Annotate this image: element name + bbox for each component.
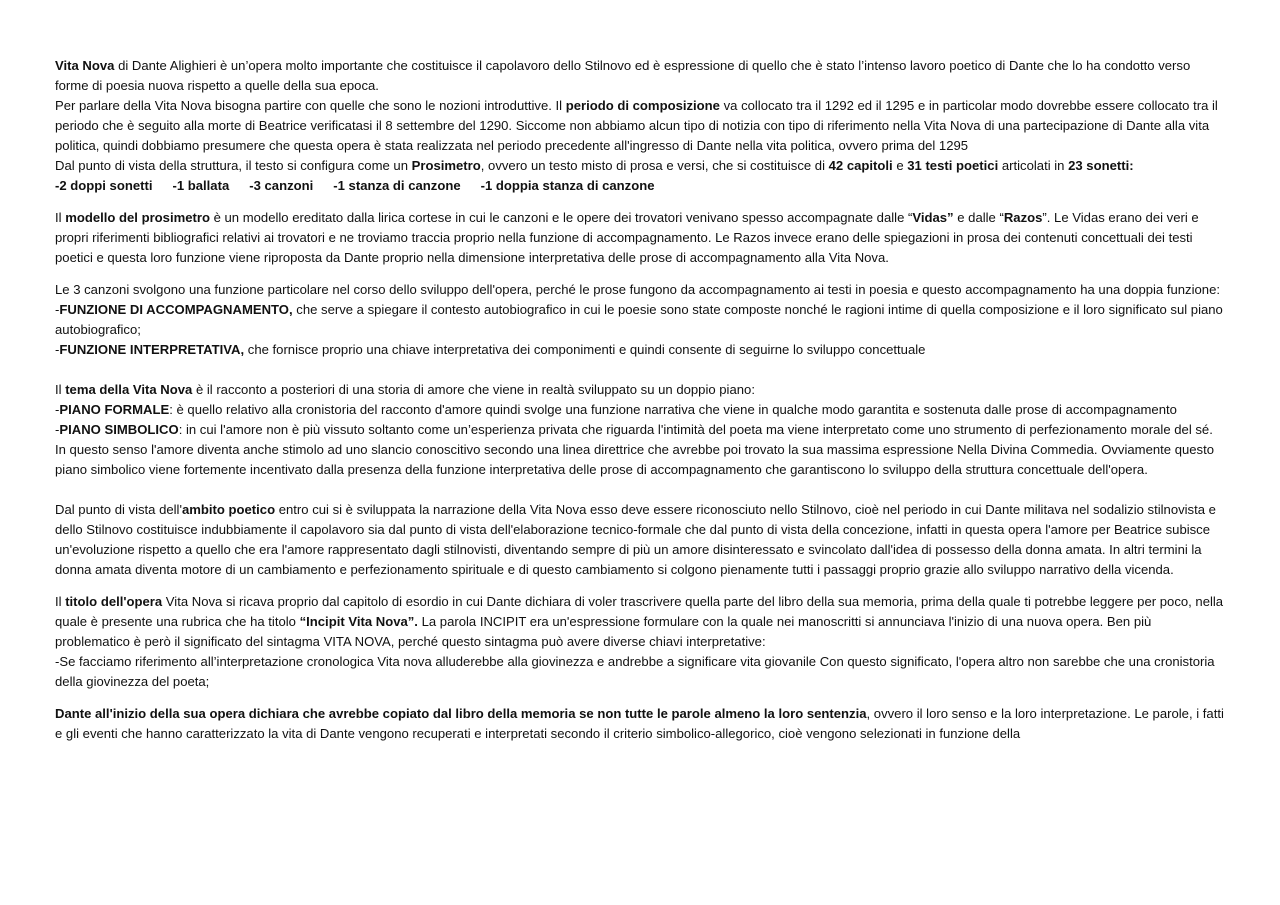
tema-block — [55, 380, 1227, 480]
list-item-accompagnamento — [55, 300, 1227, 340]
bold-term: 23 sonetti: — [1068, 158, 1134, 173]
paragraph-canzoni — [55, 280, 1227, 300]
text-run: Il — [55, 382, 66, 397]
bold-term: titolo dell'opera — [65, 594, 163, 609]
text-run: è il racconto a posteriori di una storia di amore che viene in realtà sviluppato su un doppio piano: — [192, 382, 755, 397]
spacer — [55, 360, 1227, 380]
sonnet-item: -1 ballata — [172, 178, 230, 193]
list-dash: - — [55, 302, 60, 317]
sonnet-item: -1 stanza di canzone — [333, 178, 461, 193]
canzoni-block — [55, 280, 1227, 360]
text-run: Vita Nova si ricava proprio dal capitolo di esordio in cui Dante dichiara di voler trascrivere quella parte del libro della sua memoria, prima della quale ti potrebbe leggere per poco, nella quale è presente una rubrica che ha titolo — [55, 594, 1224, 629]
bold-term: periodo di composizione — [565, 98, 720, 113]
memoria-block — [55, 704, 1227, 744]
bold-term: 31 testi poetici — [907, 158, 999, 173]
prosimetro-block — [55, 208, 1227, 268]
document-page — [55, 56, 1227, 744]
text-run: e dalle “ — [953, 210, 1004, 225]
text-run: Le 3 canzoni svolgono una funzione particolare nel corso dello sviluppo dell'opera, perché le prose fungono da accompagnamento ai testi in poesia e questo accompagnamento ha una doppia funzione: — [55, 282, 1220, 297]
ambito-block — [55, 500, 1227, 580]
bold-term: Vita Nova — [55, 58, 115, 73]
list-dash: - — [55, 402, 60, 417]
bold-term: Dante all'inizio della sua opera dichiara che avrebbe copiato dal libro della memoria se non tutte le parole almeno la loro sentenzia — [55, 706, 867, 721]
text-run: : è quello relativo alla cronistoria del racconto d'amore quindi svolge una funzione narrativa che viene in qualche modo garantita e sostenuta dalle prose di accompagnamento — [169, 402, 1177, 417]
text-run: che serve a spiegare il contesto autobiografico in cui le poesie sono state composte nonché le ragioni intime di quella composizione e il loro significato sul piano autobiografico; — [55, 302, 1223, 337]
text-run: Dal punto di vista della struttura, il testo si configura come un — [55, 158, 412, 173]
list-dash: - — [55, 342, 60, 357]
bold-term: tema della Vita Nova — [65, 382, 193, 397]
text-run: di Dante Alighieri è un’opera molto importante che costituisce il capolavoro dello Stilnovo ed è espressione di quello che è stato l’intenso lavoro poetico di Dante che lo ha condotto verso forme di poesia nuova rispetto a quelle della sua epoca. — [55, 58, 1191, 93]
paragraph-ambito-poetico — [55, 500, 1227, 580]
sonnet-item: -2 doppi sonetti — [55, 178, 153, 193]
paragraph-tema — [55, 380, 1227, 400]
paragraph-composition-period — [55, 96, 1227, 156]
list-dash: - — [55, 422, 60, 437]
text-run: Dal punto di vista dell' — [55, 502, 182, 517]
bold-term: Prosimetro — [411, 158, 481, 173]
text-run: -Se facciamo riferimento all’interpretazione cronologica Vita nova alluderebbe alla giovinezza e andrebbe a significare vita giovanile Con questo significato, l'opera altro non sarebbe che una cronistoria della giovinezza del poeta; — [55, 654, 1215, 689]
bold-term: modello del prosimetro — [65, 210, 210, 225]
text-run: è un modello ereditato dalla lirica cortese in cui le canzoni e le opere dei trovatori venivano spesso accompagnate dalle “ — [209, 210, 913, 225]
bold-term: PIANO FORMALE — [59, 402, 170, 417]
text-run: che fornisce proprio una chiave interpretativa dei componimenti e quindi consente di seguirne lo sviluppo concettuale — [244, 342, 926, 357]
bold-term: FUNZIONE DI ACCOMPAGNAMENTO, — [59, 302, 293, 317]
list-item-cronologica — [55, 652, 1227, 692]
text-run: articolati in — [998, 158, 1069, 173]
bold-term: Vidas” — [912, 210, 954, 225]
list-item-piano-formale — [55, 400, 1227, 420]
text-run: , ovvero il loro senso e la loro interpretazione. Le parole, i fatti e gli eventi che hanno caratterizzato la vita di Dante vengono recuperati e interpretati secondo il criterio simbolico-allegorico, cioè vengono selezionati in funzione della — [55, 706, 1224, 741]
text-run: Il — [55, 594, 66, 609]
list-item-piano-simbolico — [55, 420, 1227, 480]
intro-block — [55, 56, 1227, 196]
paragraph-memoria — [55, 704, 1227, 744]
bold-term: FUNZIONE INTERPRETATIVA, — [59, 342, 245, 357]
spacer — [55, 480, 1227, 500]
bold-term: “Incipit Vita Nova”. — [299, 614, 418, 629]
bold-term: PIANO SIMBOLICO — [59, 422, 179, 437]
text-run: ”. Le Vidas erano dei veri e propri riferimenti bibliografici relativi ai trovatori e ne troviamo traccia proprio nella funzione di accompagnamento. Le Razos invece erano delle spiegazioni in prosa dei contenuti concettuali dei testi poetici e questa loro funzione viene riproposta da Dante proprio nella dimensione interpretativa delle prose di accompagnamento alla Vita Nova. — [55, 210, 1199, 265]
text-run: e — [892, 158, 908, 173]
paragraph-prosimetro-model — [55, 208, 1227, 268]
list-item-interpretativa — [55, 340, 1227, 360]
text-run: Il — [55, 210, 66, 225]
bold-term: ambito poetico — [181, 502, 276, 517]
text-run: va collocato tra il 1292 ed il 1295 e in particolar modo dovrebbe essere collocato tra il periodo che è seguito alla morte di Beatrice verificatasi il 8 settembre del 1290. Siccome non abbiamo alcun tipo di notizia con tipo di riferimento nella Vita Nova di una partecipazione di Dante alla vita politica, quindi dobbiamo presumere che questa opera è stata realizzata nel periodo precedente all'ingresso di Dante nella vita politica, ovvero prima del 1295 — [55, 98, 1218, 153]
paragraph-titolo — [55, 592, 1227, 652]
text-run: : in cui l'amore non è più vissuto soltanto come un’esperienza privata che riguarda l'intimità del poeta ma viene interpretato come uno strumento di perfezionamento morale del sé. In questo senso l'amore diventa anche stimolo ad uno slancio conoscitivo secondo una linea direttrice che avrebbe poi trovato la sua massima espressione Nella Divina Commedia. Ovviamente questo piano simbolico viene fortemente incentivato dalla presenza della funzione interpretativa delle prose di accompagnamento che garantiscono lo sviluppo della struttura concettuale dell'opera. — [55, 422, 1215, 477]
sonnet-list — [55, 176, 1227, 196]
text-run: Per parlare della Vita Nova bisogna partire con quelle che sono le nozioni introduttive. Il — [55, 98, 566, 113]
bold-term: 42 capitoli — [828, 158, 893, 173]
sonnet-item: -1 doppia stanza di canzone — [480, 178, 655, 193]
text-run: , ovvero un testo misto di prosa e versi, che si costituisce di — [480, 158, 829, 173]
paragraph-intro — [55, 56, 1227, 96]
sonnet-item: -3 canzoni — [249, 178, 314, 193]
bold-term: Razos — [1003, 210, 1043, 225]
text-run: La parola INCIPIT era un'espressione formulare con la quale nei manoscritti si annunciava l'inizio di una nuova opera. Ben più problematico è però il significato del sintagma VITA NOVA, perché questo sintagma può avere diverse chiavi interpretative: — [55, 614, 1152, 649]
titolo-block — [55, 592, 1227, 692]
text-run: entro cui si è sviluppata la narrazione della Vita Nova esso deve essere riconosciuto nello Stilnovo, cioè nel periodo in cui Dante militava nel sodalizio stilnovista e dello Stilnovo costituisce indubbiamente il capolavoro sia dal punto di vista dell'elaborazione tecnico-formale che dal punto di vista della concezione, infatti in questa opera l'amore per Beatrice subisce un'evoluzione rispetto a quello che era l'amore rappresentato dagli stilnovisti, diventando sempre di più un amore disinteressato e svincolato dall'idea di possesso della donna amata. In altri termini la donna amata diventa motore di un cambiamento e perfezionamento spirituale e di questo cambiamento si colgono pienamente tutti i passaggi proprio grazie allo sviluppo narrativo della vicenda. — [55, 502, 1216, 577]
paragraph-structure — [55, 156, 1227, 176]
